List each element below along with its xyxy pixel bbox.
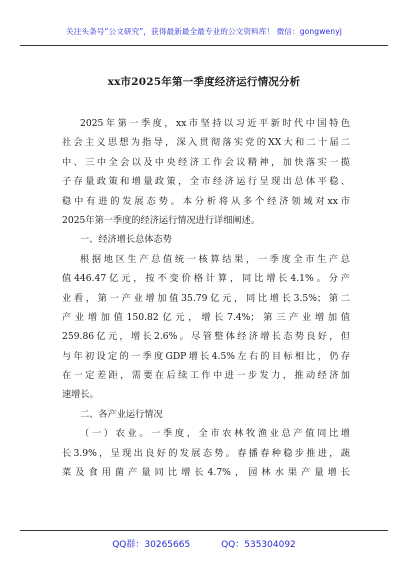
document-body [62,114,350,482]
paragraph-line: 值446.47亿元，按不变价格计算，同比增长4.1%。分产 [62,273,350,285]
section-heading: 一、经济增长总体态势 [80,234,172,246]
paragraph-line: 社会主义思想为指导，深入贯彻落实党的XX大和二十届二 [62,137,350,149]
paragraph-line: 子存量政策和增量政策，全市经济运行呈现出总体平稳、 [62,176,350,188]
paragraph-line: 产业增加值150.82亿元，增长7.4%；第三产业增加值 [62,311,350,323]
section-heading: 二、各产业运行情况 [80,408,163,420]
paragraph-line: 中、三中全会以及中央经济工作会议精神，加快落实一揽 [62,156,350,168]
footer-bar [20,530,388,550]
paragraph-line: （一）农业。一季度，全市农林牧渔业总产值同比增 [80,428,350,440]
footer-qq: QQ：535304092 [221,540,296,550]
footer-qq-group: QQ群：30265665 [112,540,191,550]
paragraph-line: 业看，第一产业增加值35.79亿元，同比增长3.5%；第二 [62,292,350,304]
paragraph-line: 长3.9%，呈现出良好的发展态势。春播春种稳步推进，蔬 [62,447,350,459]
paragraph-line: 与年初设定的一季度GDP增长4.5%左右的目标相比，仍存 [62,350,350,362]
paragraph-line: 稳中有进的发展态势。本分析将从多个经济领域对xx市 [62,195,350,207]
paragraph-line: 259.86亿元，增长2.6%。尽管整体经济增长态势良好，但 [62,331,350,343]
paragraph-line: 2025年第一季度的经济运行情况进行详细阐述。 [62,214,260,226]
paragraph-line: 在一定差距，需要在后续工作中进一步发力，推动经济加 [62,370,350,382]
header-banner: 关注头条号“公文研究”，获得最新最全最专业的公文资料库！ 微信：gongwenyj [20,26,388,46]
paragraph-line: 速增长。 [62,389,99,401]
paragraph-line: 2025年第一季度，xx市坚持以习近平新时代中国特色 [80,118,350,129]
paragraph-line: 根据地区生产总值统一核算结果，一季度全市生产总 [80,253,350,265]
document-title: xx市2025年第一季度经济运行情况分析 [107,76,301,88]
paragraph-line: 菜及食用菌产量同比增长4.7%，园林水果产量增长 [62,467,350,479]
